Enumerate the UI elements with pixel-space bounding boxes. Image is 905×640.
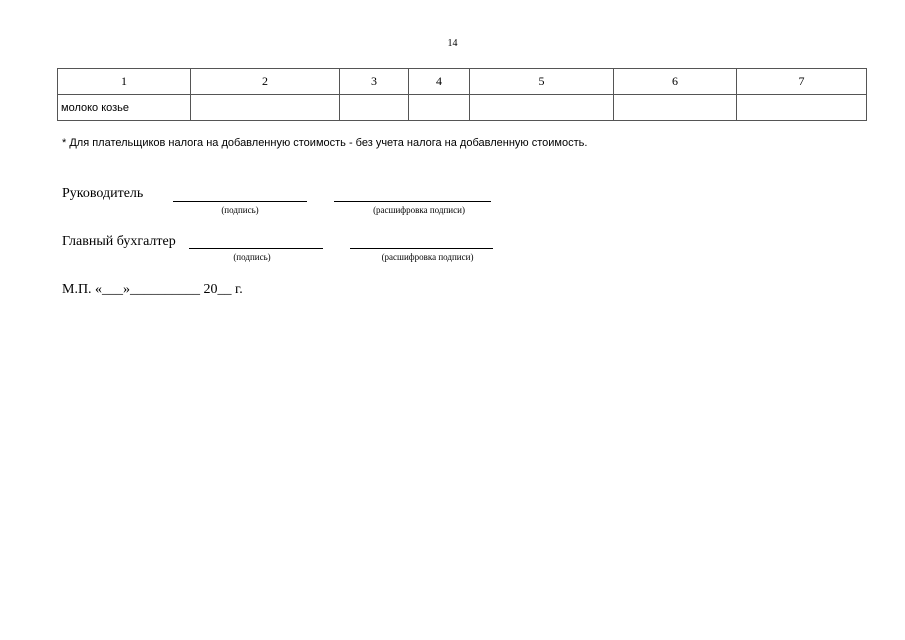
column-header: 5 (470, 69, 614, 95)
column-header: 4 (409, 69, 470, 95)
chief-accountant-signature-caption: (подпись) (233, 252, 271, 262)
table-header-row (58, 69, 867, 95)
table-row (58, 95, 867, 121)
table-cell (470, 95, 614, 121)
chief-accountant-decoding-caption: (расшифровка подписи) (381, 252, 474, 262)
chief-accountant-label: Главный бухгалтер (62, 234, 176, 249)
column-header: 1 (58, 69, 191, 95)
table-cell (614, 95, 737, 121)
page-number: 14 (447, 38, 458, 49)
column-header: 3 (340, 69, 409, 95)
director-decoding-caption: (расшифровка подписи) (373, 205, 465, 215)
column-header: 2 (191, 69, 340, 95)
stamp-date-line: М.П. «___»__________ 20__ г. (62, 282, 243, 297)
director-decoding-line (334, 201, 491, 202)
table-cell (340, 95, 409, 121)
director-signature-line (173, 201, 307, 202)
table-cell (191, 95, 340, 121)
director-label: Руководитель (62, 186, 144, 201)
table-cell (737, 95, 867, 121)
column-header: 6 (614, 69, 737, 95)
chief-accountant-decoding-line (350, 248, 493, 249)
footnote: * Для плательщиков налога на добавленную стоимость - без учета налога на добавленную стоимость. (62, 137, 588, 149)
table-cell (409, 95, 470, 121)
column-header: 7 (737, 69, 867, 95)
data-table (57, 68, 867, 121)
director-signature-caption: (подпись) (221, 205, 259, 215)
chief-accountant-signature-line (189, 248, 323, 249)
table-cell: молоко козье (58, 95, 191, 121)
